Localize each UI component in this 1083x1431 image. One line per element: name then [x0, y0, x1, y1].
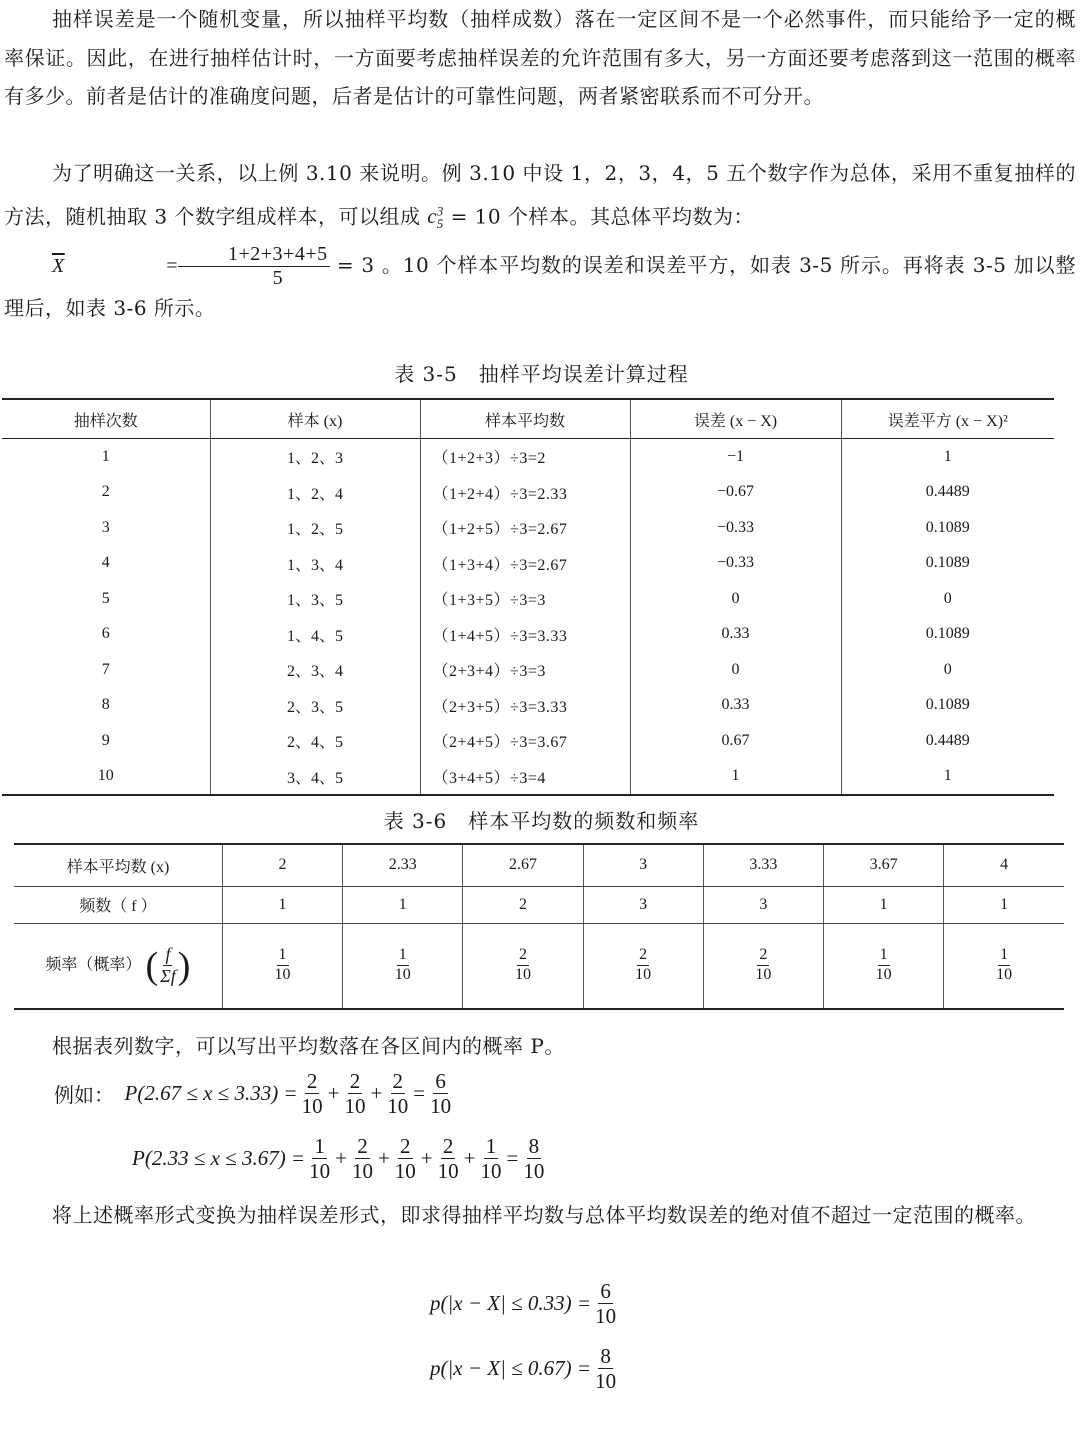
- cell-sample-mean: （3+4+5）÷3=4: [420, 759, 630, 796]
- cell-mean: 3.33: [703, 844, 823, 886]
- equation-1: 例如： P(2.67 ≤ x ≤ 3.33) = $\frac{2}{10}$ + $\frac{2}{10}$ + $\frac{2}{10}$ = $\frac{6}{10}$: [54, 1069, 452, 1119]
- cell-sample: 1、3、5: [210, 581, 420, 617]
- cell-count: 1: [222, 886, 342, 923]
- table-3-6: [14, 843, 1064, 1010]
- cell-count: 1: [944, 886, 1064, 923]
- cell-trial: 8: [2, 688, 210, 724]
- cell-sample: 1、3、4: [210, 546, 420, 582]
- cell-sample-mean: （2+3+4）÷3=3: [420, 652, 630, 688]
- cell-trial: 10: [2, 759, 210, 796]
- table-row: [2, 652, 1054, 688]
- table-row: [2, 439, 1054, 475]
- cell-sample: 2、3、5: [210, 688, 420, 724]
- cell-error-squared: 0.1089: [925, 696, 970, 714]
- cell-trial: 9: [2, 723, 210, 759]
- cell-error-squared: 0: [943, 589, 952, 607]
- col-header-error: 误差 (x − X): [630, 399, 841, 439]
- table-row: [2, 546, 1054, 582]
- cell-error: −0.33: [630, 510, 841, 546]
- cell-sample-mean: （1+2+3）÷3=2: [420, 439, 630, 475]
- cell-sample: 3、4、5: [210, 759, 420, 796]
- equation-2: P(2.33 ≤ x ≤ 3.67) = $\frac{1}{10}$ + $\frac{2}{10}$ + $\frac{2}{10}$ + $\frac{2}{10}$ + $\frac{1}{10}$ = $\frac{8}{10}$: [132, 1134, 545, 1184]
- cell-sample-mean: （1+3+5）÷3=3: [420, 581, 630, 617]
- cell-sample: 2、4、5: [210, 723, 420, 759]
- table-row: [2, 759, 1054, 796]
- paragraph-transform: 将上述概率形式变换为抽样误差形式，即求得抽样平均数与总体平均数误差的绝对值不超过一定范围的概率。: [52, 1203, 1036, 1227]
- combination-symbol: $c^3_5$: [427, 203, 444, 232]
- cell-error: 0.33: [630, 617, 841, 653]
- population-mean-formula: $\overline{X}$ = $\frac{1+2+3+4+5}{5}$: [52, 242, 328, 289]
- cell-trial: 2: [2, 475, 210, 511]
- table-row: [2, 581, 1054, 617]
- cell-error: 0.33: [630, 688, 841, 724]
- cell-trial: 3: [2, 510, 210, 546]
- table-row: [2, 510, 1054, 546]
- cell-mean: 2.33: [343, 844, 463, 886]
- equation-4: p(|x − X| ≤ 0.67) = $\frac{8}{10}$: [430, 1344, 617, 1394]
- equation-3: p(|x − X| ≤ 0.33) = $\frac{6}{10}$: [430, 1279, 617, 1329]
- paragraph-example-text-b: = 10 个样本。其总体平均数为：: [450, 204, 754, 229]
- cell-error: −0.33: [630, 546, 841, 582]
- cell-rate: $\frac{1}{10}$: [823, 923, 943, 1009]
- paragraph-probability: 根据表列数字，可以写出平均数落在各区间内的概率 P。: [52, 1034, 565, 1058]
- cell-error-squared: 1: [943, 447, 952, 465]
- cell-mean: 2.67: [463, 844, 583, 886]
- cell-rate: $\frac{1}{10}$: [996, 946, 1013, 984]
- cell-rate: $\frac{2}{10}$: [703, 923, 823, 1009]
- table-3-5-caption: 表 3-5 抽样平均误差计算过程: [394, 362, 689, 386]
- fraction: $\frac{2}{10}$: [387, 1069, 409, 1119]
- cell-count: 1: [343, 886, 463, 923]
- cell-trial: 5: [2, 581, 210, 617]
- fraction: $\frac{6}{10}$: [430, 1069, 452, 1119]
- cell-sample-mean: （1+3+4）÷3=2.67: [420, 546, 630, 582]
- cell-error: −1: [630, 439, 841, 475]
- row-head-rate: 频率（概率） ( $\frac{f}{\Sigma f}$ ): [14, 923, 222, 1009]
- fraction: $\frac{2}{10}$: [301, 1069, 323, 1119]
- cell-trial: 1: [2, 439, 210, 475]
- cell-error-squared: 0.1089: [925, 518, 970, 536]
- cell-error-squared: 1: [943, 767, 952, 785]
- cell-error: 0: [630, 652, 841, 688]
- cell-error-squared: 0.1089: [925, 554, 970, 572]
- paragraph-example: [4, 154, 1076, 327]
- col-header-sample-mean: 样本平均数: [420, 399, 630, 439]
- fraction: $\frac{2}{10}$: [351, 1134, 373, 1184]
- cell-sample: 1、2、4: [210, 475, 420, 511]
- table-3-5: [2, 398, 1054, 796]
- paragraph-example-text-a: 为了明确这一关系，以上例 3.10 来说明。例 3.10 中设 1，2，3，4，5 五个数字作为总体，采用不重复抽样的方法，随机抽取 3 个数字组成样本，可以组成: [4, 161, 1076, 229]
- fraction: $\frac{2}{10}$: [344, 1069, 366, 1119]
- cell-trial: 4: [2, 546, 210, 582]
- cell-count: 2: [463, 886, 583, 923]
- cell-error-squared: 0.1089: [925, 625, 970, 643]
- cell-sample-mean: （2+3+5）÷3=3.33: [420, 688, 630, 724]
- cell-sample-mean: （1+4+5）÷3=3.33: [420, 617, 630, 653]
- cell-rate: $\frac{2}{10}$: [583, 923, 703, 1009]
- cell-error: −0.67: [630, 475, 841, 511]
- cell-sample: 1、2、5: [210, 510, 420, 546]
- table-3-6-caption: 表 3-6 样本平均数的频数和频率: [383, 809, 700, 833]
- cell-error: 0.67: [630, 723, 841, 759]
- row-head-frequency: 频数（ f ）: [14, 886, 222, 923]
- paragraph-intro: 抽样误差是一个随机变量，所以抽样平均数（抽样成数）落在一定区间不是一个必然事件，而只能给予一定的概率保证。因此，在进行抽样估计时，一方面要考虑抽样误差的允许范围有多大，另一方面还要考虑落到这一范围的概率有多少。前者是估计的准确度问题，后者是估计的可靠性问题，两者紧密联系而不可分开。: [4, 7, 1076, 108]
- table-row: [2, 475, 1054, 511]
- fraction: $\frac{1}{10}$: [309, 1134, 331, 1184]
- cell-sample: 1、2、3: [210, 439, 420, 475]
- cell-sample: 2、3、4: [210, 652, 420, 688]
- cell-error: 1: [630, 759, 841, 796]
- cell-count: 3: [583, 886, 703, 923]
- cell-error-squared: 0.4489: [925, 731, 970, 749]
- cell-mean: 3.67: [823, 844, 943, 886]
- table-row: [2, 617, 1054, 653]
- paragraph-example-text-c: = 3 。10 个样本平均数的误差和误差平方，如表 3-5 所示。再将表 3-5 加以整理后，如表 3-6 所示。: [4, 252, 1076, 320]
- cell-rate: $\frac{2}{10}$: [463, 923, 583, 1009]
- fraction: $\frac{2}{10}$: [394, 1134, 416, 1184]
- cell-error-squared: 0.4489: [925, 483, 970, 501]
- fraction: $\frac{1}{10}$: [480, 1134, 502, 1184]
- col-header-sample: 样本 (x): [210, 399, 420, 439]
- cell-mean: 4: [944, 844, 1064, 886]
- table-header-row: [2, 399, 1054, 439]
- fraction: $\frac{8}{10}$: [523, 1134, 545, 1184]
- table-row: [2, 723, 1054, 759]
- row-head-sample-mean: 样本平均数 (x): [14, 844, 222, 886]
- cell-sample-mean: （1+2+4）÷3=2.33: [420, 475, 630, 511]
- cell-rate: $\frac{1}{10}$: [222, 923, 342, 1009]
- cell-sample: 1、4、5: [210, 617, 420, 653]
- cell-count: 3: [703, 886, 823, 923]
- col-header-trial: 抽样次数: [2, 399, 210, 439]
- cell-count: 1: [823, 886, 943, 923]
- cell-error-squared: 0: [943, 660, 952, 678]
- table-row: [2, 688, 1054, 724]
- cell-mean: 2: [222, 844, 342, 886]
- cell-rate: $\frac{1}{10}$: [343, 923, 463, 1009]
- fraction: $\frac{2}{10}$: [437, 1134, 459, 1184]
- cell-trial: 7: [2, 652, 210, 688]
- cell-sample-mean: （1+2+5）÷3=2.67: [420, 510, 630, 546]
- cell-trial: 6: [2, 617, 210, 653]
- col-header-error-squared: 误差平方 (x − X)²: [841, 399, 1054, 439]
- cell-mean: 3: [583, 844, 703, 886]
- cell-sample-mean: （2+4+5）÷3=3.67: [420, 723, 630, 759]
- cell-error: 0: [630, 581, 841, 617]
